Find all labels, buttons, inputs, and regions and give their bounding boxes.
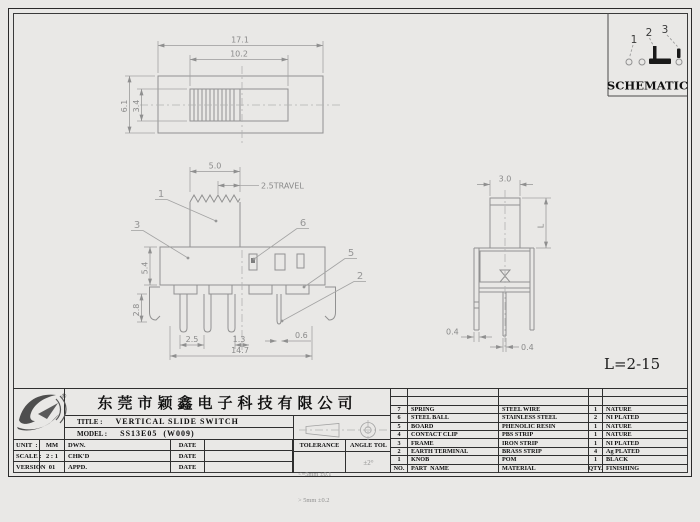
dim-offset: 1.3 bbox=[232, 335, 246, 344]
dim-body-width: 14.7 bbox=[231, 346, 249, 355]
dim-top-knob-height: 3.4 bbox=[132, 99, 141, 113]
part-finish: NI PLATED bbox=[603, 414, 688, 422]
date-value-1 bbox=[205, 440, 293, 451]
angle-tol-value: ±2° bbox=[363, 458, 374, 467]
title-row bbox=[65, 416, 293, 428]
part-name: STEEL BALL bbox=[408, 414, 499, 422]
tolerance-header: TOLERANCE bbox=[294, 440, 346, 452]
registered-mark: ® bbox=[61, 393, 67, 400]
tolerance-block bbox=[293, 440, 390, 504]
empty-cell bbox=[603, 389, 688, 397]
part-name: BOARD bbox=[408, 423, 499, 431]
part-qty: 1 bbox=[589, 423, 603, 431]
part-finish: Ag PLATED bbox=[603, 448, 688, 456]
part-no: 1 bbox=[391, 456, 408, 464]
company-name: 东莞市颖鑫电子科技有限公司 bbox=[65, 389, 390, 416]
date-label-3: DATE bbox=[171, 462, 205, 473]
drawn-label: DWN. bbox=[65, 440, 171, 451]
empty-cell bbox=[589, 389, 603, 397]
part-material: STAINLESS STEEL bbox=[499, 414, 589, 422]
title-block bbox=[13, 388, 687, 504]
date-label-2: DATE bbox=[171, 451, 205, 462]
tolerance-values bbox=[294, 452, 346, 504]
empty-cell bbox=[603, 397, 688, 405]
title-label: TITLE : bbox=[77, 417, 103, 426]
model-label: MODEL : bbox=[77, 429, 108, 438]
header-part-name: PART NAME bbox=[408, 465, 499, 473]
header-material: MATERIAL bbox=[499, 465, 589, 473]
part-finish: NI PLATED bbox=[603, 439, 688, 447]
part-qty: 2 bbox=[589, 414, 603, 422]
title-value: VERTICAL SLIDE SWITCH bbox=[115, 417, 239, 426]
version-label: VERSION bbox=[13, 462, 40, 473]
part-no: 5 bbox=[391, 423, 408, 431]
empty-cell bbox=[408, 389, 499, 397]
dim-pin-thickness: 0.4 bbox=[521, 343, 534, 352]
date-value-3 bbox=[205, 462, 293, 473]
part-no: 3 bbox=[391, 439, 408, 447]
schematic-label: SCHEMATIC bbox=[606, 78, 689, 93]
revision-rows bbox=[13, 440, 293, 473]
part-qty: 4 bbox=[589, 448, 603, 456]
empty-cell bbox=[391, 389, 408, 397]
part-name: EARTH TERMINAL bbox=[408, 448, 499, 456]
part-name: FRAME bbox=[408, 439, 499, 447]
company-logo-cell bbox=[13, 389, 65, 440]
tolerance-line1: <=5mm ±0.1 bbox=[298, 471, 332, 478]
part-no: 6 bbox=[391, 414, 408, 422]
part-no: 2 bbox=[391, 448, 408, 456]
dim-pin-pitch: 2.5 bbox=[185, 335, 199, 344]
header-qty: QTY. bbox=[588, 465, 603, 473]
part-qty: 1 bbox=[589, 406, 603, 414]
part-name: SPRING bbox=[408, 406, 499, 414]
angle-tol-header: ANGLE TOL bbox=[346, 440, 391, 452]
dim-leg-thickness: 0.4 bbox=[446, 327, 459, 337]
part-qty: 1 bbox=[589, 439, 603, 447]
svg-text:3: 3 bbox=[133, 220, 141, 231]
svg-text:2: 2 bbox=[356, 271, 364, 282]
scale-value: 2 : 1 bbox=[40, 451, 65, 462]
part-material: POM bbox=[499, 456, 589, 464]
approved-label: APPD. bbox=[65, 462, 171, 473]
part-qty: 1 bbox=[589, 456, 603, 464]
empty-cell bbox=[589, 397, 603, 405]
empty-cell bbox=[391, 397, 408, 405]
part-qty: 1 bbox=[589, 431, 603, 439]
shaft-length-note: L=2-15 bbox=[604, 355, 661, 373]
checked-label: CHK'D bbox=[65, 451, 171, 462]
dim-side-knob-width: 3.0 bbox=[498, 174, 512, 184]
dim-top-knob-width: 10.2 bbox=[230, 49, 248, 59]
dim-front-knob-width: 5.0 bbox=[208, 161, 222, 171]
part-material: IRON STRIP bbox=[499, 439, 589, 447]
part-material: BRASS STRIP bbox=[499, 448, 589, 456]
date-value-2 bbox=[205, 451, 293, 462]
dim-terminal-width: 0.6 bbox=[295, 331, 308, 340]
part-no: 7 bbox=[391, 406, 408, 414]
part-finish: NATURE bbox=[603, 431, 688, 439]
dim-travel: 2.5TRAVEL bbox=[261, 181, 304, 191]
svg-text:1: 1 bbox=[157, 189, 165, 200]
dim-body-height: 5.4 bbox=[140, 261, 150, 275]
header-no: NO. bbox=[391, 465, 408, 473]
projection-symbol-cell bbox=[293, 416, 390, 440]
header-finishing: FINISHING bbox=[606, 465, 640, 473]
part-name: CONTACT CLIP bbox=[408, 431, 499, 439]
dim-shaft-length: L bbox=[536, 223, 546, 229]
part-material: PHENOLIC RESIN bbox=[499, 423, 589, 431]
scale-label: SCALE : bbox=[13, 451, 40, 462]
dim-top-outer-width: 17.1 bbox=[231, 35, 249, 45]
tolerance-line2: > 5mm ±0.2 bbox=[298, 496, 330, 504]
part-material: PBS STRIP bbox=[499, 431, 589, 439]
part-no: 4 bbox=[391, 431, 408, 439]
empty-cell bbox=[408, 397, 499, 405]
date-label-1: DATE bbox=[171, 440, 205, 451]
model-value: SS13E05 (W009) bbox=[120, 429, 195, 438]
schematic-pin-2: 2 bbox=[645, 27, 653, 39]
part-finish: NATURE bbox=[603, 406, 688, 414]
unit-value: MM bbox=[40, 440, 65, 451]
part-finish: NATURE bbox=[603, 423, 688, 431]
svg-text:6: 6 bbox=[299, 218, 307, 229]
dim-top-outer-height: 6.1 bbox=[120, 99, 129, 113]
model-row bbox=[65, 428, 293, 440]
part-material: STEEL WIRE bbox=[499, 406, 589, 414]
svg-text:5: 5 bbox=[347, 248, 355, 259]
empty-cell bbox=[499, 389, 589, 397]
dim-terminal-height: 2.8 bbox=[132, 303, 141, 317]
part-finish: BLACK bbox=[603, 456, 688, 464]
version-value: 01 bbox=[40, 462, 65, 473]
unit-label: UNIT : bbox=[13, 440, 40, 451]
schematic-pin-1: 1 bbox=[630, 34, 638, 46]
part-name: KNOB bbox=[408, 456, 499, 464]
parts-table bbox=[390, 389, 687, 473]
schematic-pin-3: 3 bbox=[661, 24, 669, 36]
empty-cell bbox=[499, 397, 589, 405]
